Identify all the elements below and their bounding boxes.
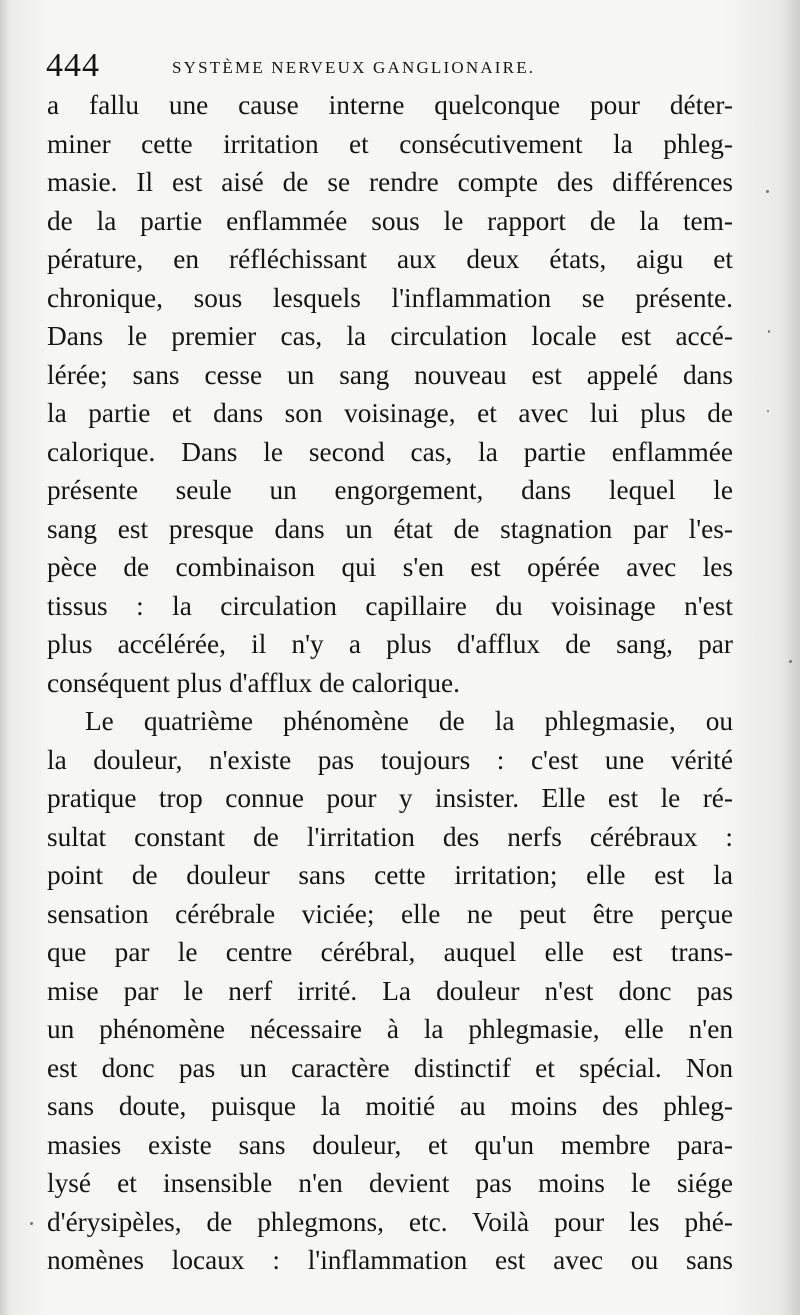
text-line: un phénomène nécessaire à la phlegmasie, elle n'en [47,1014,733,1044]
text-line: pèce de combinaison qui s'en est opérée avec les [47,552,733,582]
text-line: la partie et dans son voisinage, et avec lui plus de [47,398,733,428]
text-line: lérée; sans cesse un sang nouveau est appelé dans [47,359,733,390]
text-line: nomènes locaux : l'inflammation est avec ou sans [47,1245,733,1275]
paragraph-end-line: conséquent plus d'afflux de calorique. [47,667,460,698]
text-line: que par le centre cérébral, auquel elle est trans- [47,937,733,967]
paper-speck [789,660,792,663]
text-line: plus accélérée, il n'y a plus d'afflux de sang, par [47,629,733,659]
paper-speck [30,1222,33,1225]
text-line: présente seule un engorgement, dans lequel le [47,475,733,505]
page-shadow-right [782,0,800,1315]
page-header [46,44,736,92]
text-line: pérature, en réfléchissant aux deux états, aigu et [47,244,733,274]
text-line: sang est presque dans un état de stagnation par l'es- [47,513,733,544]
body-text [47,86,733,1280]
text-line: sans doute, puisque la moitié au moins des phleg- [47,1091,733,1121]
page-number: 444 [46,47,100,84]
text-line: a fallu une cause interne quelconque pour déter- [47,90,733,120]
text-line: tissus : la circulation capillaire du voisinage n'est [47,590,733,621]
text-line: la douleur, n'existe pas toujours : c'est une vérité [47,744,733,775]
text-line: sultat constant de l'irritation des nerfs cérébraux : [47,821,733,852]
text-line: de la partie enflammée sous le rapport de la tem- [47,205,733,236]
text-line: pratique trop connue pour y insister. Elle est le ré- [47,783,733,813]
text-line: Dans le premier cas, la circulation locale est accé- [47,321,733,351]
running-head: SYSTÈME NERVEUX GANGLIONAIRE. [172,58,536,77]
text-line: lysé et insensible n'en devient pas moins le siége [47,1168,733,1198]
text-line: mise par le nerf irrité. La douleur n'est donc pas [47,975,733,1006]
paper-speck [768,330,770,333]
text-line: d'érysipèles, de phlegmons, etc. Voilà pour les phé- [47,1206,733,1237]
text-line: sensation cérébrale viciée; elle ne peut être perçue [47,898,733,929]
text-line: masie. Il est aisé de se rendre compte des différences [47,167,733,197]
text-line: est donc pas un caractère distinctif et spécial. Non [47,1052,733,1083]
paper-speck [767,410,769,412]
text-line: calorique. Dans le second cas, la partie enflammée [47,436,733,467]
text-line: miner cette irritation et consécutivement la phleg- [47,128,733,159]
page-shadow-left [0,0,10,1315]
text-line: point de douleur sans cette irritation; elle est la [47,860,733,890]
paper-speck [766,190,769,193]
text-line: masies existe sans douleur, et qu'un membre para- [47,1129,733,1160]
text-line: chronique, sous lesquels l'inflammation se présente. [47,282,733,313]
paragraph-start-line: Le quatrième phénomène de la phlegmasie, ou [85,706,733,736]
